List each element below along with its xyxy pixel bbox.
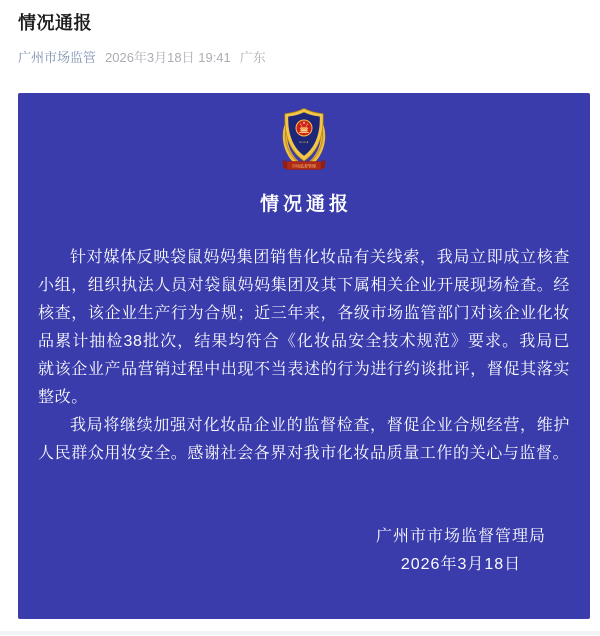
- notice-paragraph-1: 针对媒体反映袋鼠妈妈集团销售化妆品有关线索，我局立即成立核查小组，组织执法人员对袋鼠妈妈集团及其下属相关企业开展现场检查。经核查，该企业生产行为合规；近三年来，各级市场监管部门对该企业化妆品累计抽检38批次，结果均符合《化妆品安全技术规范》要求。我局已就该企业产品营销过程中出现不当表述的行为进行约谈批评，督促其落实整改。: [38, 249, 570, 406]
- notice-body: [38, 244, 570, 468]
- signature-date: 2026年3月18日: [400, 556, 522, 573]
- market-supervision-badge-icon: [273, 106, 335, 174]
- divider: [0, 631, 600, 635]
- author-link[interactable]: 广州市场监管: [18, 50, 97, 65]
- page-title: 情况通报: [18, 13, 92, 33]
- byline: [18, 49, 600, 67]
- signature-org: 广州市市场监督管理局: [375, 528, 546, 545]
- notice-image-card[interactable]: [18, 93, 590, 619]
- notice-title: 情况通报: [259, 194, 352, 215]
- notice-paragraph-2: 我局将继续加强对化妆品企业的监督检查，督促企业合规经营，维护人民群众用妆安全。感谢社会各界对我市化妆品质量工作的关心与监督。: [38, 417, 570, 462]
- post-timestamp: 2026年3月18日 19:41: [105, 50, 231, 65]
- svg-text:●▪▪▪▪●: ●▪▪▪▪●: [299, 140, 309, 144]
- badge-ribbon-text: 市场监督管理: [292, 163, 316, 169]
- signature-block: [18, 523, 590, 579]
- post-location: 广东: [239, 50, 266, 65]
